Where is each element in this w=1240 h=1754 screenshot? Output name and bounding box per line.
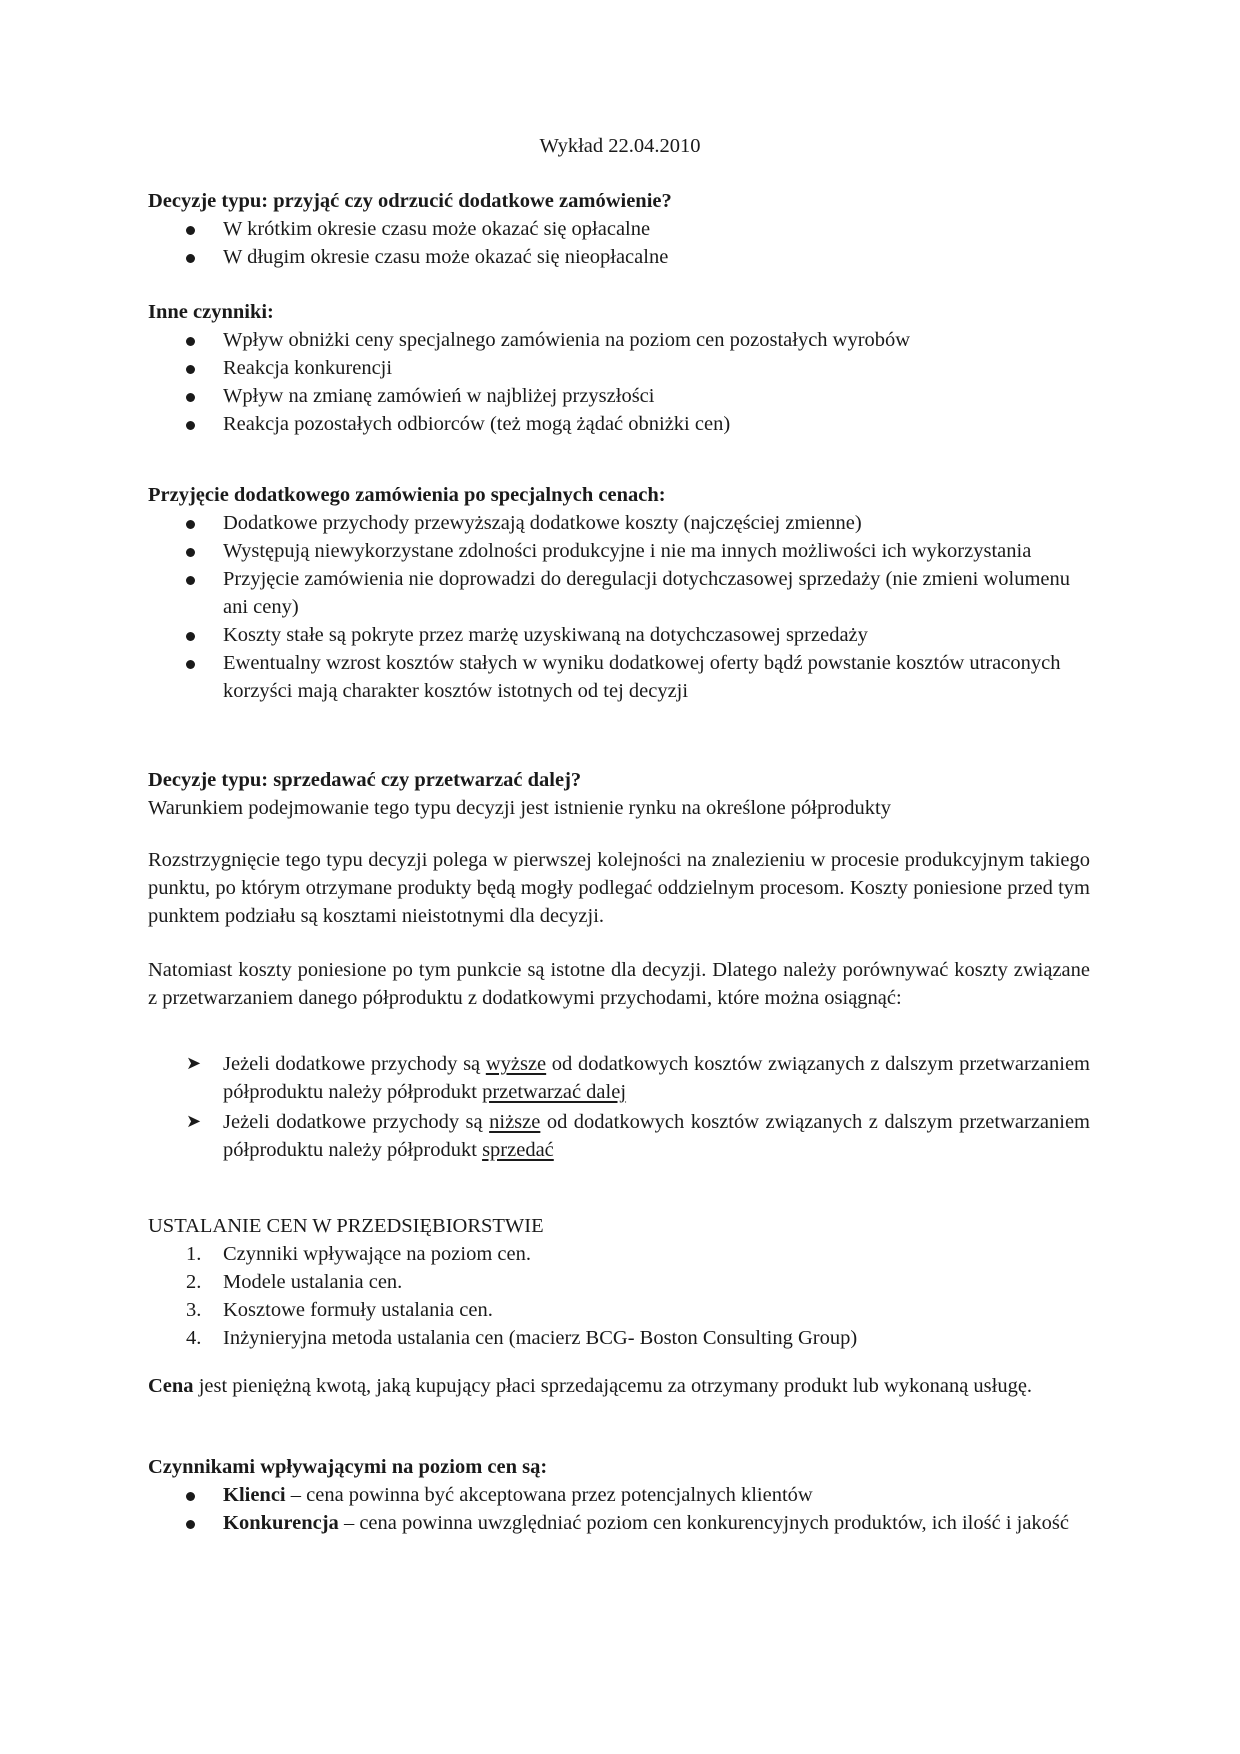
bullet-icon — [186, 649, 206, 677]
list-item: Konkurencja – cena powinna uwzględniać poziom cen konkurencyjnych produktów, ich ilość i jakość — [148, 1509, 1090, 1537]
price-definition — [148, 1372, 1090, 1400]
definition-text: jest pieniężną kwotą, jaką kupujący płaci sprzedającemu za otrzymany produkt lub wykonaną usługę. — [193, 1375, 1033, 1397]
list-item: ➤ Jeżeli dodatkowe przychody są niższe od dodatkowych kosztów związanych z dalszym przetwarzaniem półproduktu należy półprodukt sprzedać — [148, 1108, 1090, 1164]
bullet-icon — [186, 537, 206, 565]
bullet-icon — [186, 243, 206, 271]
list-item: Reakcja konkurencji — [148, 354, 1090, 382]
section-pricing — [148, 1212, 1090, 1352]
list-item: ➤ Jeżeli dodatkowe przychody są wyższe od dodatkowych kosztów związanych z dalszym przetwarzaniem półproduktu należy półprodukt przetwarzać dalej — [148, 1050, 1090, 1106]
arrow-bullet-icon: ➤ — [186, 1111, 202, 1132]
list-item: Wpływ obniżki ceny specjalnego zamówienia na poziom cen pozostałych wyrobów — [148, 326, 1090, 354]
section-heading: Czynnikami wpływającymi na poziom cen są: — [148, 1456, 548, 1478]
list-item: Występują niewykorzystane zdolności produkcyjne i nie ma innych możliwości ich wykorzystania — [148, 537, 1090, 565]
bullet-list — [148, 1481, 1090, 1537]
section-price-factors — [148, 1453, 1090, 1537]
arrow-bullet-icon: ➤ — [186, 1053, 202, 1074]
section-special-prices — [148, 481, 1090, 705]
list-item: Przyjęcie zamówienia nie doprowadzi do deregulacji dotychczasowej sprzedaży (nie zmieni wolumenu ani ceny) — [148, 565, 1090, 621]
bullet-icon — [186, 1481, 206, 1509]
list-item: W długim okresie czasu może okazać się nieopłacalne — [148, 243, 1090, 271]
section-accept-order — [148, 187, 1090, 271]
bullet-icon — [186, 215, 206, 243]
list-item: Wpływ na zmianę zamówień w najbliżej przyszłości — [148, 382, 1090, 410]
bullet-icon — [186, 354, 206, 382]
section-heading: Inne czynniki: — [148, 301, 274, 323]
bullet-icon — [186, 410, 206, 438]
list-item: Koszty stałe są pokryte przez marżę uzyskiwaną na dotychczasowej sprzedaży — [148, 621, 1090, 649]
paragraph-relevant-costs: Natomiast koszty poniesione po tym punkcie są istotne dla decyzji. Dlatego należy porównywać koszty związane z przetwarzaniem danego półproduktu z dodatkowymi przychodami, które można osiągnąć: — [148, 959, 1090, 1009]
arrow-list — [148, 1050, 1090, 1164]
bullet-icon — [186, 565, 206, 593]
bullet-list — [148, 509, 1090, 705]
bullet-list — [148, 326, 1090, 438]
list-item: Ewentualny wzrost kosztów stałych w wyniku dodatkowej oferty bądź powstanie kosztów utraconych korzyści mają charakter kosztów istotnych od tej decyzji — [148, 649, 1090, 705]
list-item: 1. Czynniki wpływające na poziom cen. — [186, 1243, 531, 1265]
bullet-list — [148, 215, 1090, 271]
definition-term: Cena — [148, 1375, 194, 1397]
paragraph-split-point: Rozstrzygnięcie tego typu decyzji polega w pierwszej kolejności na znalezieniu w procesie produkcyjnym takiego punktu, po którym otrzymane produkty będą mogły podlegać oddzielnym procesom. Koszty poniesione przed tym punktem podziału są kosztami nieistotnymi dla decyzji. — [148, 849, 1090, 927]
bullet-icon — [186, 382, 206, 410]
section-heading: Decyzje typu: przyjąć czy odrzucić dodatkowe zamówienie? — [148, 190, 672, 212]
bullet-icon — [186, 621, 206, 649]
list-item: Reakcja pozostałych odbiorców (też mogą żądać obniżki cen) — [148, 410, 1090, 438]
section-heading: Przyjęcie dodatkowego zamówienia po specjalnych cenach: — [148, 484, 666, 506]
condition-line: Warunkiem podejmowanie tego typu decyzji jest istnienie rynku na określone półprodukty — [148, 797, 892, 819]
section-heading: Decyzje typu: sprzedawać czy przetwarzać dalej? — [148, 769, 582, 791]
bullet-icon — [186, 326, 206, 354]
section-sell-or-process — [148, 766, 1090, 822]
section-other-factors — [148, 298, 1090, 438]
bullet-icon — [186, 509, 206, 537]
list-item: Klienci – cena powinna być akceptowana przez potencjalnych klientów — [148, 1481, 1090, 1509]
bullet-icon — [186, 1509, 206, 1537]
list-item: W krótkim okresie czasu może okazać się opłacalne — [148, 215, 1090, 243]
list-item: 2. Modele ustalania cen. — [186, 1271, 403, 1293]
document-title: Wykład 22.04.2010 — [539, 135, 701, 157]
list-item: 3. Kosztowe formuły ustalania cen. — [186, 1299, 493, 1321]
section-heading: USTALANIE CEN W PRZEDSIĘBIORSTWIE — [148, 1215, 544, 1237]
list-item: 4. Inżynieryjna metoda ustalania cen (macierz BCG- Boston Consulting Group) — [186, 1327, 858, 1349]
numbered-list — [148, 1240, 1090, 1352]
list-item: Dodatkowe przychody przewyższają dodatkowe koszty (najczęściej zmienne) — [148, 509, 1090, 537]
